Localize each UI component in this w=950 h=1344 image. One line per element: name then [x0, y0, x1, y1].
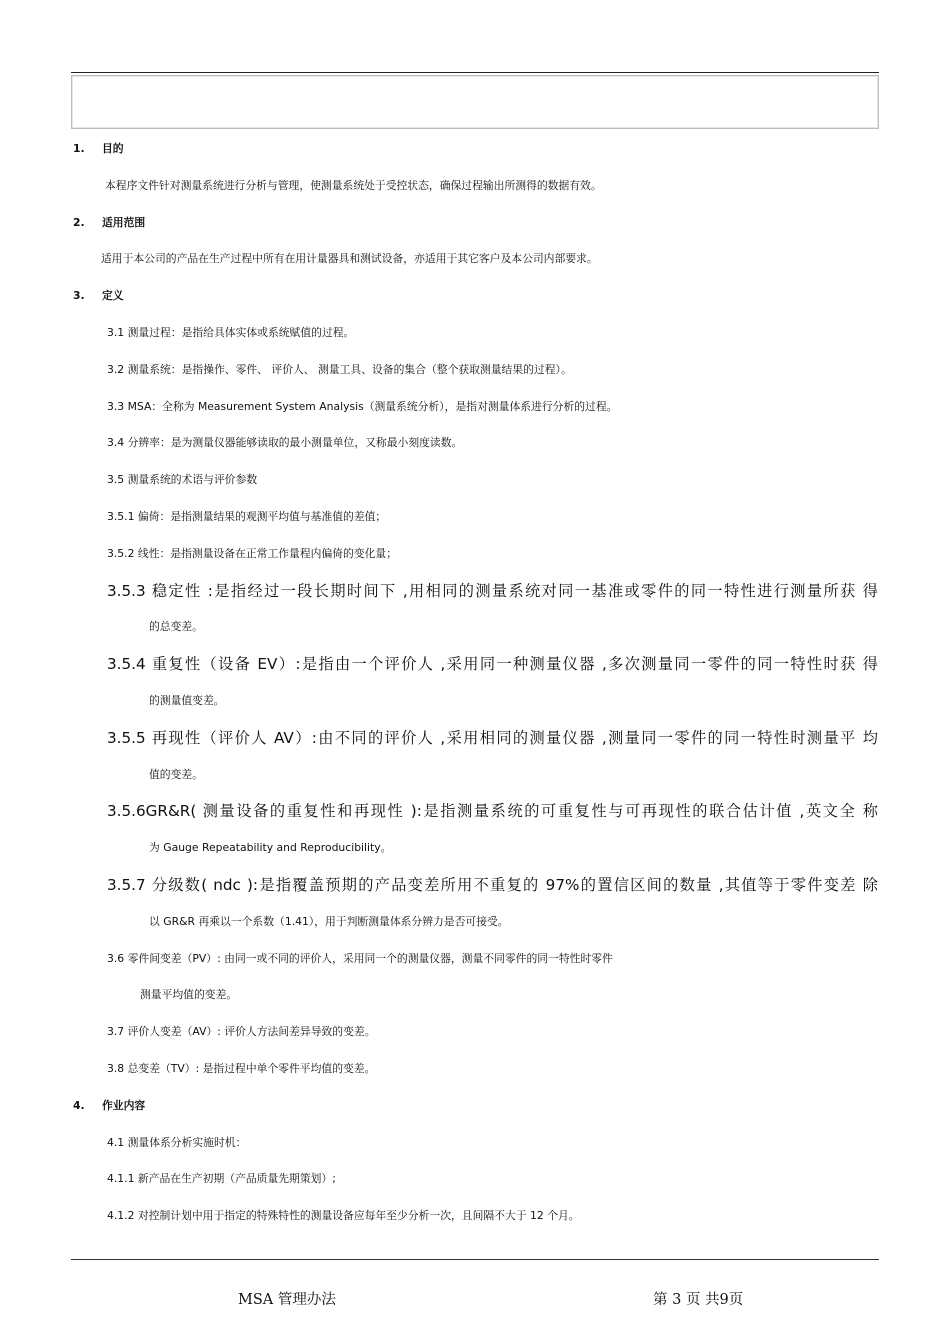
section-title: 适用范围: [102, 215, 146, 229]
definition-3-4: 3.4 分辨率：是为测量仪器能够读取的最小测量单位，又称最小刻度读数。: [107, 436, 463, 450]
definition-3-6: 3.6 零件间变差（PV）: 由同一或不同的评价人，采用同一个的测量仪器，测量不同零件的同一特性时零件: [107, 951, 613, 965]
definition-3-5: 3.5 测量系统的术语与评价参数: [107, 473, 258, 487]
definition-3-8: 3.8 总变差（TV）: 是指过程中单个零件平均值的变差。: [107, 1061, 376, 1075]
content-4-1: 4.1 测量体系分析实施时机：: [107, 1135, 247, 1149]
definition-3-5-6-cont: 为 Gauge Repeatability and Reproducibility。: [149, 841, 392, 855]
section-1-text: 本程序文件针对测量系统进行分析与管理，使测量系统处于受控状态，确保过程输出所测得的数据有效。: [105, 178, 602, 192]
definition-3-2: 3.2 测量系统：是指操作、零件、 评价人、 测量工具、设备的集合（整个获取测量结果的过程）。: [107, 362, 572, 376]
section-heading-2: 2. 适用范围: [73, 215, 146, 229]
footer-page-number: 第 3 页 共9页: [653, 1292, 744, 1308]
definition-3-5-4-cont: 的测量值变差。: [149, 693, 225, 707]
definition-3-7: 3.7 评价人变差（AV）: 评价人方法间差异导致的变差。: [107, 1025, 376, 1039]
definition-3-3: 3.3 MSA：全称为 Measurement System Analysis（测量系统分析），是指对测量体系进行分析的过程。: [107, 399, 618, 413]
section-2-text: 适用于本公司的产品在生产过程中所有在用计量器具和测试设备，亦适用于其它客户及本公司内部要求。: [101, 252, 598, 266]
definition-3-5-3: 3.5.3 稳定性 :是指经过一段长期时间下 ,用相同的测量系统对同一基准或零件的同一特性进行测量所获 得: [107, 581, 878, 600]
section-title: 作业内容: [102, 1098, 146, 1112]
section-heading-4: 4. 作业内容: [73, 1098, 146, 1112]
definition-3-5-7-cont: 以 GR&R 再乘以一个系数（1.41），用于判断测量体系分辨力是否可接受。: [149, 914, 509, 928]
definition-3-5-5: 3.5.5 再现性（评价人 AV）:由不同的评价人 ,采用相同的测量仪器 ,测量同一零件的同一特性时测量平 均: [107, 728, 878, 747]
definition-3-5-3-cont: 的总变差。: [149, 620, 203, 634]
definition-3-5-2: 3.5.2 线性：是指测量设备在正常工作量程内偏倚的变化量；: [107, 546, 398, 560]
section-heading-1: 1. 目的: [73, 142, 124, 155]
footer-document-name: MSA 管理办法: [238, 1292, 336, 1308]
header-top-rule: [71, 72, 879, 73]
definition-3-5-1: 3.5.1 偏倚：是指测量结果的观测平均值与基准值的差值；: [107, 509, 387, 523]
section-title: 目的: [102, 142, 124, 155]
header-box: [71, 75, 879, 129]
definition-3-1: 3.1 测量过程：是指给具体实体或系统赋值的过程。: [107, 325, 355, 339]
definition-3-5-6: 3.5.6GR&R( 测量设备的重复性和再现性 ):是指测量系统的可重复性与可再现性的联合估计值 ,英文全 称: [107, 802, 878, 821]
definition-3-6-cont: 测量平均值的变差。: [140, 988, 238, 1002]
section-heading-3: 3. 定义: [73, 289, 124, 303]
document-body: [0, 131, 950, 1235]
definition-3-5-7: 3.5.7 分级数( ndc ):是指覆盖预期的产品变差所用不重复的 97%的置信区间的数量 ,其值等于零件变差 除: [107, 875, 878, 894]
definition-3-5-4: 3.5.4 重复性（设备 EV）:是指由一个评价人 ,采用同一种测量仪器 ,多次测量同一零件的同一特性时获 得: [107, 655, 878, 674]
section-title: 定义: [102, 289, 124, 303]
content-4-1-1: 4.1.1 新产品在生产初期（产品质量先期策划）;: [107, 1172, 336, 1186]
footer-rule: [71, 1259, 879, 1260]
definition-3-5-5-cont: 值的变差。: [149, 767, 203, 781]
content-4-1-2: 4.1.2 对控制计划中用于指定的特殊特性的测量设备应每年至少分析一次，且间隔不大于 12 个月。: [107, 1209, 580, 1223]
